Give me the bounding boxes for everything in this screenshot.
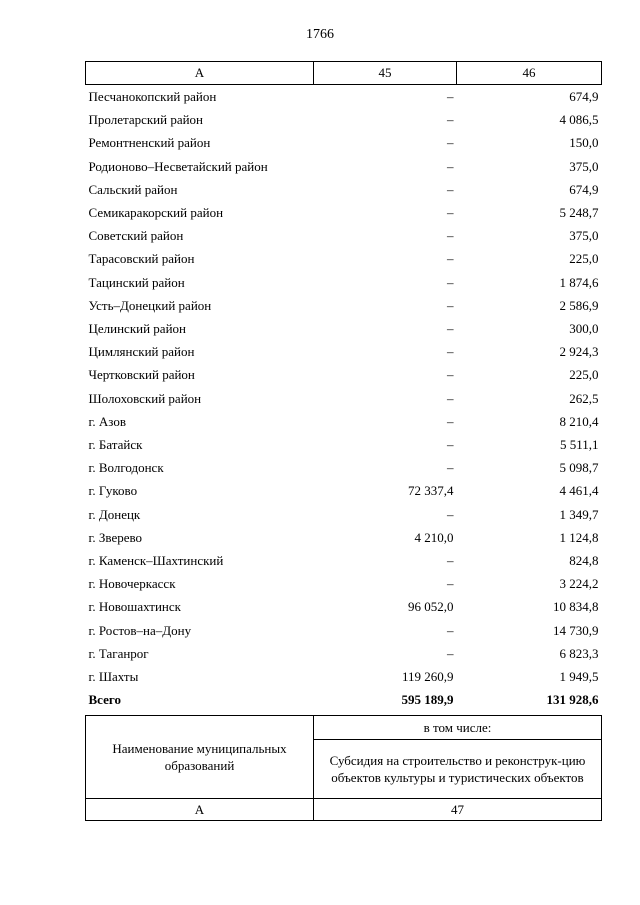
value-col-46: 6 823,3	[559, 645, 599, 661]
value-col-46: 375,0	[569, 228, 599, 244]
value-col-46: 5 098,7	[559, 460, 599, 476]
value-col-45: –	[447, 274, 454, 290]
table-row	[86, 572, 602, 595]
value-col-45: –	[447, 112, 454, 128]
table-row	[86, 178, 602, 201]
value-col-45: –	[447, 135, 454, 151]
table-row	[86, 433, 602, 456]
municipality-name: г. Азов	[88, 413, 126, 429]
value-col-46: 5 511,1	[559, 437, 599, 453]
value-col-46: 375,0	[569, 158, 599, 174]
municipality-name: г. Каменск–Шахтинский	[88, 553, 224, 569]
table-row	[86, 155, 602, 178]
municipality-name: г. Таганрог	[88, 645, 149, 661]
municipality-name: Песчанокопский район	[88, 89, 217, 104]
municipality-name: Шолоховский район	[88, 390, 202, 406]
municipality-name: г. Новошахтинск	[88, 599, 181, 615]
municipality-name-header: Наименование муниципальных образований	[86, 716, 314, 799]
header-row	[86, 62, 602, 85]
value-col-46: 674,9	[569, 89, 599, 104]
table-row	[86, 247, 602, 270]
value-col-46: 2 924,3	[559, 344, 599, 360]
table-row	[86, 108, 602, 131]
municipality-name: Семикаракорский район	[88, 205, 224, 221]
municipality-name: Советский район	[88, 228, 184, 244]
value-col-45: –	[447, 367, 454, 383]
total-row	[86, 688, 602, 711]
header-col-a: А	[86, 62, 314, 85]
value-col-45: –	[447, 297, 454, 313]
value-col-45: –	[447, 251, 454, 267]
table-row	[86, 317, 602, 340]
value-col-45: 595 189,9	[401, 692, 454, 708]
value-col-45: –	[447, 460, 454, 476]
code-col-a: А	[86, 799, 314, 821]
table-row	[86, 85, 602, 109]
table-row	[86, 503, 602, 526]
value-col-45: –	[447, 622, 454, 638]
value-col-46: 4 461,4	[559, 483, 599, 499]
municipality-name: Родионово–Несветайский район	[88, 158, 268, 174]
value-col-45: –	[447, 205, 454, 221]
value-col-45: –	[447, 506, 454, 522]
table-row	[86, 479, 602, 502]
municipality-name: Ремонтненский район	[88, 135, 211, 151]
table-row	[86, 595, 602, 618]
value-col-46: 14 730,9	[553, 622, 599, 638]
municipality-name: г. Гуково	[88, 483, 138, 499]
value-col-46: 225,0	[569, 367, 599, 383]
header-col-45: 45	[314, 62, 457, 85]
value-col-45: –	[447, 437, 454, 453]
code-col-47: 47	[314, 799, 602, 821]
value-col-46: 150,0	[569, 135, 599, 151]
municipality-name: г. Зверево	[88, 529, 143, 545]
value-col-45: 119 260,9	[401, 669, 454, 685]
budget-table	[85, 61, 602, 711]
municipality-name: Цимлянский район	[88, 344, 195, 360]
table-row	[86, 387, 602, 410]
table-row	[86, 224, 602, 247]
continuation-header-table	[85, 715, 602, 821]
value-col-45: –	[447, 228, 454, 244]
value-col-46: 1 124,8	[559, 529, 599, 545]
table-row	[86, 526, 602, 549]
municipality-name: г. Донецк	[88, 506, 141, 522]
table-row	[86, 410, 602, 433]
value-col-45: –	[447, 413, 454, 429]
municipality-name: Тарасовский район	[88, 251, 195, 267]
value-col-46: 824,8	[569, 553, 599, 569]
value-col-46: 10 834,8	[553, 599, 599, 615]
table-row	[86, 201, 602, 224]
value-col-46: 1 349,7	[559, 506, 599, 522]
table-row	[86, 340, 602, 363]
municipality-name: Пролетарский район	[88, 112, 204, 128]
value-col-45: –	[447, 89, 454, 104]
table-row	[86, 294, 602, 317]
municipality-name: Всего	[88, 692, 121, 708]
value-col-45: –	[447, 390, 454, 406]
table-row	[86, 665, 602, 688]
value-col-46: 8 210,4	[559, 413, 599, 429]
page-number: 1766	[306, 27, 334, 42]
value-col-46: 2 586,9	[559, 297, 599, 313]
including-header: в том числе:	[314, 716, 602, 740]
municipality-name: Сальский район	[88, 181, 178, 197]
value-col-45: –	[447, 553, 454, 569]
table-row	[86, 642, 602, 665]
table-row	[86, 131, 602, 154]
value-col-45: –	[447, 576, 454, 592]
value-col-46: 3 224,2	[559, 576, 599, 592]
value-col-46: 674,9	[569, 181, 599, 197]
municipality-name: г. Волгодонск	[88, 460, 164, 476]
value-col-46: 5 248,7	[559, 205, 599, 221]
value-col-46: 300,0	[569, 321, 599, 337]
municipality-name: г. Шахты	[88, 669, 139, 685]
value-col-46: 225,0	[569, 251, 599, 267]
header-col-46: 46	[457, 62, 602, 85]
municipality-name: Целинский район	[88, 321, 186, 337]
table-row	[86, 456, 602, 479]
value-col-45: –	[447, 158, 454, 174]
municipality-name: Тацинский район	[88, 274, 185, 290]
value-col-45: 4 210,0	[414, 529, 454, 545]
municipality-name: г. Батайск	[88, 437, 143, 453]
value-col-45: 72 337,4	[408, 483, 454, 499]
table-row	[86, 619, 602, 642]
value-col-46: 1 874,6	[559, 274, 599, 290]
table-row	[86, 271, 602, 294]
value-col-46: 262,5	[569, 390, 599, 406]
value-col-46: 1 949,5	[559, 669, 599, 685]
table-row	[86, 363, 602, 386]
municipality-name: г. Новочеркасск	[88, 576, 176, 592]
value-col-45: –	[447, 321, 454, 337]
municipality-name: г. Ростов–на–Дону	[88, 622, 192, 638]
value-col-45: –	[447, 181, 454, 197]
municipality-name: Чертковский район	[88, 367, 195, 383]
value-col-46: 4 086,5	[559, 112, 599, 128]
value-col-45: –	[447, 645, 454, 661]
table-row	[86, 549, 602, 572]
value-col-45: 96 052,0	[408, 599, 454, 615]
subsidy-header: Субсидия на строительство и реконструк-цию объектов культуры и туристических объектов	[314, 740, 602, 799]
value-col-45: –	[447, 344, 454, 360]
municipality-name: Усть–Донецкий район	[88, 297, 212, 313]
value-col-46: 131 928,6	[546, 692, 599, 708]
